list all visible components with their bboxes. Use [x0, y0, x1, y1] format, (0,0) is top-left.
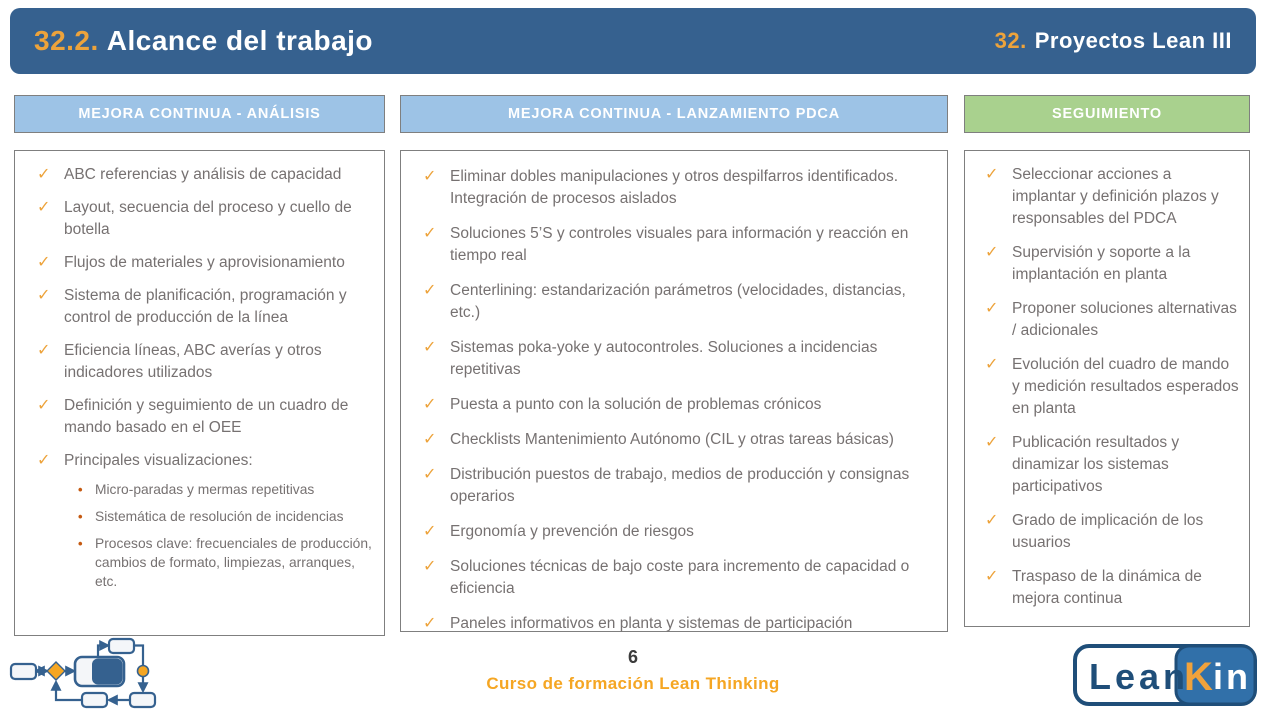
column-header-analisis [14, 95, 385, 133]
slide-title-number: 32.2. [34, 25, 99, 56]
checklist [37, 164, 374, 599]
checklist-item-text: Principales visualizaciones: [64, 452, 253, 469]
checklist-item-text: Soluciones 5’S y controles visuales para información y reacción en tiempo real [450, 225, 909, 264]
check-icon: ✓ [985, 512, 999, 529]
checklist-item-text: Sistema de planificación, programación y control de producción de la línea [64, 287, 347, 326]
check-icon: ✓ [985, 244, 999, 261]
checklist-item-text: Eficiencia líneas, ABC averías y otros indicadores utilizados [64, 342, 322, 381]
check-icon: ✓ [423, 282, 437, 299]
checklist-item-text: Centerlining: estandarización parámetros (velocidades, distancias, etc.) [450, 282, 906, 321]
sub-bullet-text: Sistemática de resolución de incidencias [95, 509, 344, 524]
leankin-logo [1072, 643, 1258, 707]
check-icon: ✓ [423, 339, 437, 356]
page-number: 6 [627, 647, 638, 667]
sub-bullet-item [78, 480, 374, 499]
checklist-item [37, 340, 374, 384]
section-title-text: Proyectos Lean III [1034, 28, 1232, 53]
checklist-item-text: Distribución puestos de trabajo, medios de producción y consignas operarios [450, 466, 910, 505]
check-icon: ✓ [37, 452, 51, 469]
section-title [995, 28, 1232, 54]
check-icon: ✓ [423, 431, 437, 448]
bullet-icon: • [78, 482, 83, 497]
checklist-item [37, 252, 374, 274]
checklist-item-text: ABC referencias y análisis de capacidad [64, 166, 342, 183]
check-icon: ✓ [37, 287, 51, 304]
checklist-item-text: Flujos de materiales y aprovisionamiento [64, 254, 345, 271]
checklist [423, 166, 937, 635]
flowchart-logo-icon [8, 636, 173, 712]
checklist-item-text: Soluciones técnicas de bajo coste para incremento de capacidad o eficiencia [450, 558, 910, 597]
sub-bullet-text: Procesos clave: frecuenciales de producción, cambios de formato, limpiezas, arranques, etc. [95, 536, 372, 589]
checklist-item [985, 432, 1239, 498]
slide-title-bar [10, 8, 1256, 74]
sub-bullet-list [78, 480, 374, 591]
sub-bullet-item [78, 507, 374, 526]
checklist-box-lanzamiento-pdca [400, 150, 948, 632]
course-label: Curso de formación Lean Thinking [486, 674, 780, 693]
check-icon: ✓ [985, 434, 999, 451]
checklist-item-text: Proponer soluciones alternativas / adicionales [1012, 300, 1237, 339]
check-icon: ✓ [37, 254, 51, 271]
slide-title-text: Alcance del trabajo [106, 25, 374, 56]
checklist-item-text: Grado de implicación de los usuarios [1012, 512, 1204, 551]
checklist-item-text: Definición y seguimiento de un cuadro de mando basado en el OEE [64, 397, 349, 436]
bullet-icon: • [78, 536, 83, 551]
checklist-item-text: Puesta a punto con la solución de problemas crónicos [450, 396, 822, 413]
checklist-item [985, 242, 1239, 286]
checklist-item [423, 521, 937, 543]
sub-bullet-item [78, 534, 374, 591]
checklist-item [37, 285, 374, 329]
checklist-item-text: Paneles informativos en planta y sistemas de participación [450, 615, 853, 632]
check-icon: ✓ [423, 523, 437, 540]
checklist-box-seguimiento [964, 150, 1250, 627]
checklist-item [423, 280, 937, 324]
check-icon: ✓ [423, 396, 437, 413]
check-icon: ✓ [423, 466, 437, 483]
checklist-item-text: Supervisión y soporte a la implantación en planta [1012, 244, 1191, 283]
checklist-item [985, 164, 1239, 230]
checklist-item [423, 337, 937, 381]
check-icon: ✓ [37, 199, 51, 216]
check-icon: ✓ [985, 356, 999, 373]
check-icon: ✓ [423, 615, 437, 632]
leankin-logo-k-text: K [1184, 655, 1213, 699]
checklist-item-text: Sistemas poka-yoke y autocontroles. Soluciones a incidencias repetitivas [450, 339, 878, 378]
check-icon: ✓ [37, 166, 51, 183]
checklist-item [985, 566, 1239, 610]
section-number: 32. [994, 28, 1027, 53]
checklist-item-text: Evolución del cuadro de mando y medición resultados esperados en planta [1012, 356, 1239, 417]
checklist-item [423, 394, 937, 416]
column-header-label: SEGUIMIENTO [1051, 106, 1163, 122]
checklist-item-text: Checklists Mantenimiento Autónomo (CIL y otras tareas básicas) [450, 431, 894, 448]
check-icon: ✓ [37, 342, 51, 359]
checklist-item [423, 166, 937, 210]
checklist-item [37, 450, 374, 599]
checklist-item [423, 464, 937, 508]
checklist-item [37, 164, 374, 186]
checklist-item-text: Layout, secuencia del proceso y cuello de botella [64, 199, 352, 238]
checklist-item [985, 354, 1239, 420]
checklist-box-analisis [14, 150, 385, 636]
check-icon: ✓ [423, 168, 437, 185]
checklist-item-text: Seleccionar acciones a implantar y definición plazos y responsables del PDCA [1012, 166, 1219, 227]
column-header-label: MEJORA CONTINUA - ANÁLISIS [78, 106, 321, 122]
column-header-seguimiento [964, 95, 1250, 133]
checklist-item-text: Eliminar dobles manipulaciones y otros despilfarros identificados. Integración de procesos aislados [450, 168, 899, 207]
checklist-item-text: Ergonomía y prevención de riesgos [450, 523, 694, 540]
bullet-icon: • [78, 509, 83, 524]
check-icon: ✓ [985, 300, 999, 317]
checklist-item [423, 429, 937, 451]
check-icon: ✓ [985, 568, 999, 585]
checklist-item [423, 613, 937, 635]
checklist-item-text: Traspaso de la dinámica de mejora continua [1012, 568, 1202, 607]
checklist-item [37, 197, 374, 241]
sub-bullet-text: Micro-paradas y mermas repetitivas [95, 482, 315, 497]
check-icon: ✓ [423, 225, 437, 242]
column-header-label: MEJORA CONTINUA - LANZAMIENTO PDCA [508, 106, 840, 122]
column-header-lanzamiento-pdca [400, 95, 948, 133]
slide-title [34, 25, 373, 57]
checklist-item [985, 510, 1239, 554]
check-icon: ✓ [985, 166, 999, 183]
check-icon: ✓ [37, 397, 51, 414]
checklist-item-text: Publicación resultados y dinamizar los sistemas participativos [1012, 434, 1180, 495]
leankin-logo-in-text: in [1213, 656, 1251, 697]
checklist [985, 164, 1239, 610]
checklist-item [985, 298, 1239, 342]
leankin-logo-lean-text: Lean [1089, 656, 1190, 697]
check-icon: ✓ [423, 558, 437, 575]
checklist-item [37, 395, 374, 439]
checklist-item [423, 556, 937, 600]
checklist-item [423, 223, 937, 267]
